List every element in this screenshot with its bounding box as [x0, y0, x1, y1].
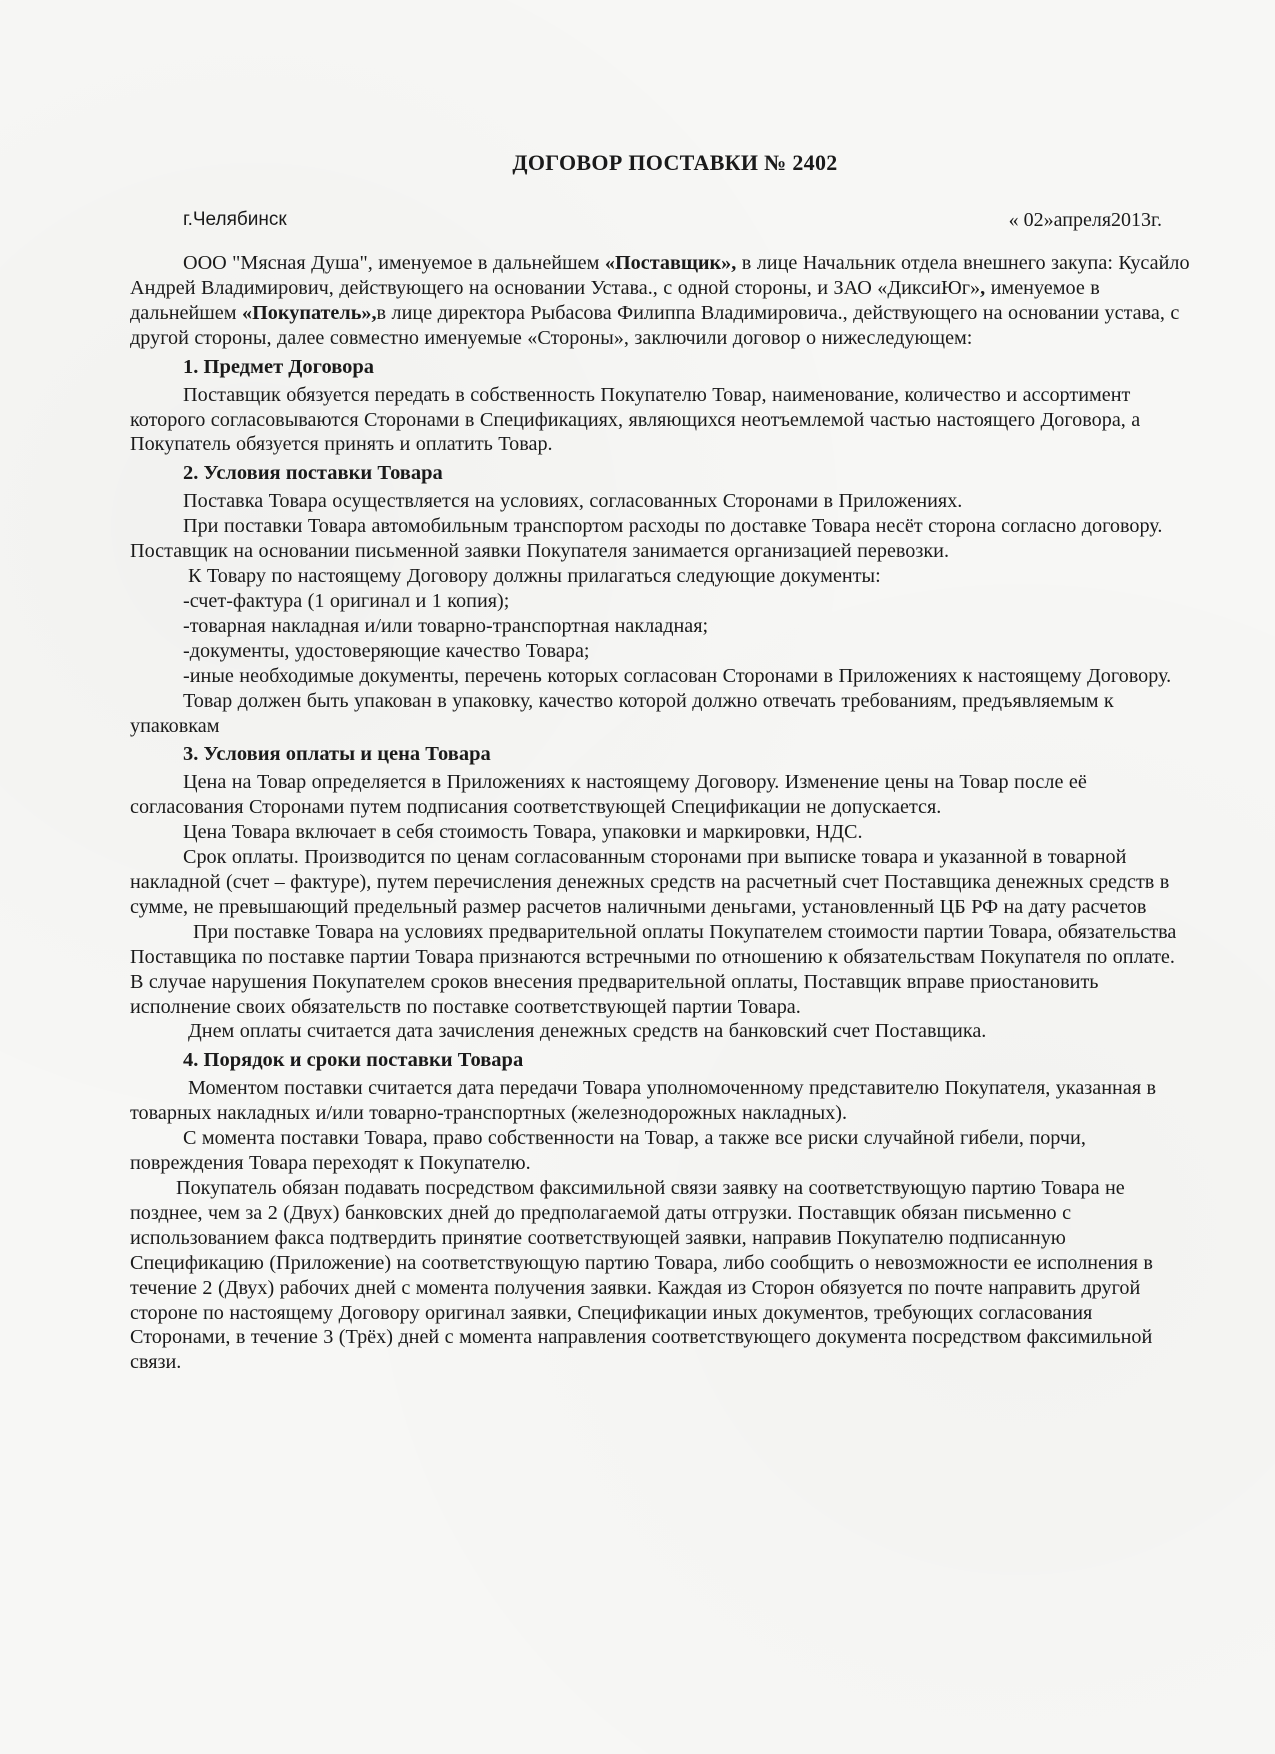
intro-comma: , [980, 276, 986, 299]
document-body [130, 150, 1190, 1375]
buyer-term: «Покупатель», [241, 301, 377, 324]
intro-part-2: в лице Начальник отдела внешнего закупа: Кусайло Андрей Владимирович, действующего на основании Устава., с одной стороны, и ЗАО «ДиксиЮг» [130, 252, 1190, 299]
city: г.Челябинск [183, 209, 287, 230]
section-4-paragraph-2: С момента поставки Товара, право собственности на Товар, а также все риски случайной гибели, порчи, повреждения Товара переходят к Покупателю. [130, 1127, 1086, 1175]
city-date-row [130, 206, 1190, 234]
contract-date: « 02»апреля2013г. [1008, 209, 1162, 231]
intro-part-4: в лице директора Рыбасова Филиппа Владимировича., действующего на основании устава, с другой стороны, далее совместно именуемые «Стороны», заключили договор о нижеследующем: [130, 301, 1180, 349]
section-2-paragraph-3: К Товару по настоящему Договору должны прилагаться следующие документы: [188, 565, 881, 588]
section-2-paragraph-2: При поставки Товара автомобильным транспортом расходы по доставке Товара несёт сторона согласно договору. Поставщик на основании письменной заявки Покупателя занимается организацией перевозки. [130, 515, 1163, 563]
section-3-paragraph-5: Днем оплаты считается дата зачисления денежных средств на банковский счет Поставщика. [188, 1020, 987, 1043]
document-title: ДОГОВОР ПОСТАВКИ № 2402 [512, 150, 838, 175]
intro-part-1: ООО "Мясная Душа", именуемое в дальнейшем [183, 252, 605, 274]
section-4-heading: 4. Порядок и сроки поставки Товара [183, 1049, 524, 1072]
section-4-paragraph-1: Моментом поставки считается дата передачи Товара уполномоченному представителю Покупателя, указанная в товарных накладных и/или товарно-транспортных (железнодорожных накладных). [130, 1077, 1157, 1125]
supplier-term: «Поставщик», [604, 252, 737, 274]
intro-part-3: именуемое в дальнейшем [130, 276, 1100, 324]
section-3-paragraph-2: Цена Товара включает в себя стоимость Товара, упаковки и маркировки, НДС. [183, 821, 863, 844]
section-2-list-item-1: -счет-фактура (1 оригинал и 1 копия); [183, 589, 510, 612]
section-3-paragraph-1: Цена на Товар определяется в Приложениях к настоящему Договору. Изменение цены на Товар после её согласования Сторонами путем подписания соответствующей Спецификации не допускается. [130, 771, 1087, 819]
section-2-list-item-3: -документы, удостоверяющие качество Товара; [183, 639, 590, 662]
section-3-heading: 3. Условия оплаты и цена Товара [183, 743, 491, 766]
section-2-paragraph-1: Поставка Товара осуществляется на условиях, согласованных Сторонами в Приложениях. [183, 490, 963, 513]
section-3-paragraph-3: Срок оплаты. Производится по ценам согласованным сторонами при выписке товара и указанной в товарной накладной (счет – фактуре), путем перечисления денежных средств на расчетный счет Поставщика денежных средств в сумме, не превышающий предельный размер расчетов наличными деньгами, установленный ЦБ РФ на дату расчетов [130, 846, 1170, 918]
section-1-heading: 1. Предмет Договора [183, 355, 375, 378]
section-2-paragraph-4: Товар должен быть упакован в упаковку, качество которой должно отвечать требованиям, предъявляемым к упаковкам [130, 689, 1114, 737]
section-2-list-item-2: -товарная накладная и/или товарно-транспортная накладная; [183, 614, 709, 637]
intro-paragraph [130, 251, 1190, 351]
section-1-paragraph-1: Поставщик обязуется передать в собственность Покупателю Товар, наименование, количество и ассортимент которого согласовываются Сторонами в Спецификациях, являющихся неотъемлемой частью настоящего Договора, а Покупатель обязуется принять и оплатить Товар. [130, 383, 1141, 456]
section-2-list-item-4: -иные необходимые документы, перечень которых согласован Сторонами в Приложениях к настоящему Договору. [183, 664, 1172, 687]
section-2-heading: 2. Условия поставки Товара [183, 462, 443, 485]
section-4-paragraph-3: Покупатель обязан подавать посредством факсимильной связи заявку на соответствующую партию Товара не позднее, чем за 2 (Двух) банковских дней до предполагаемой даты отгрузки. Поставщик обязан письменно с использованием факса подтвердить принятие соответствующей заявки, направив Покупателю подписанную Спецификацию (Приложение) на соответствующую партию Товара, либо сообщить о невозможности ее исполнения в течение 2 (Двух) рабочих дней с момента получения заявки. Каждая из Сторон обязуется по почте направить другой стороне по настоящему Договору оригинал заявки, Спецификации иных документов, требующих согласования Сторонами, в течение 3 (Трёх) дней с момента направления соответствующего документа посредством факсимильной связи. [130, 1177, 1153, 1374]
section-3-paragraph-4: При поставке Товара на условиях предварительной оплаты Покупателем стоимости партии Товара, обязательства Поставщика по поставке партии Товара признаются встречными по отношению к обязательствам Покупателя по оплате. В случае нарушения Покупателем сроков внесения предварительной оплаты, Поставщик вправе приостановить исполнение своих обязательств по поставке соответствующей партии Товара. [130, 920, 1177, 1018]
